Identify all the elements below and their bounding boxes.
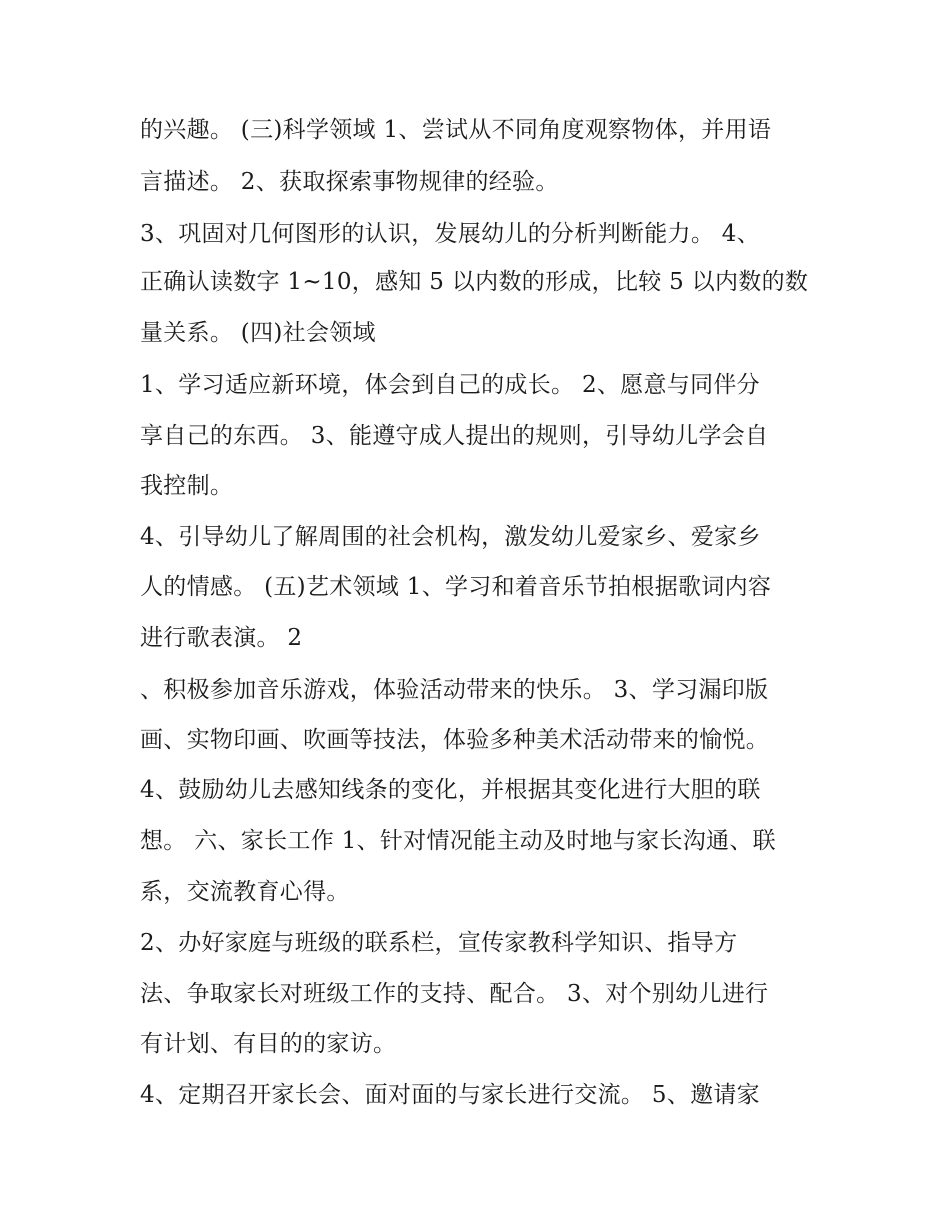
text-line: 1、学习适应新环境，体会到自己的成长。 2、愿意与同伴分 xyxy=(140,372,760,398)
text-line: 的兴趣。 (三)科学领域 1、尝试从不同角度观察物体，并用语 xyxy=(140,117,772,143)
text-line: 2、办好家庭与班级的联系栏，宣传家教科学知识、指导方 xyxy=(140,930,738,956)
text-line: 系，交流教育心得。 xyxy=(140,879,350,905)
text-line: 3、巩固对几何图形的认识，发展幼儿的分析判断能力。 4、 xyxy=(140,221,760,247)
text-line: 量关系。 (四)社会领域 xyxy=(140,320,376,346)
text-line: 我控制。 xyxy=(140,473,234,499)
text-line: 想。 六、家长工作 1、针对情况能主动及时地与家长沟通、联 xyxy=(140,828,776,854)
text-line: 4、鼓励幼儿去感知线条的变化，并根据其变化进行大胆的联 xyxy=(140,777,761,803)
text-line: 4、引导幼儿了解周围的社会机构，激发幼儿爱家乡、爱家乡 xyxy=(140,524,761,550)
text-line: 人的情感。 (五)艺术领域 1、学习和着音乐节拍根据歌词内容 xyxy=(140,574,772,600)
text-line: 享自己的东西。 3、能遵守成人提出的规则，引导幼儿学会自 xyxy=(140,423,769,449)
text-line: 、积极参加音乐游戏，体验活动带来的快乐。 3、学习漏印版 xyxy=(140,677,769,703)
text-line: 进行歌表演。 2 xyxy=(140,625,303,651)
text-line: 4、定期召开家长会、面对面的与家长进行交流。 5、邀请家 xyxy=(140,1082,760,1108)
text-line: 言描述。 2、获取探索事物规律的经验。 xyxy=(140,169,559,195)
text-line: 画、实物印画、吹画等技法，体验多种美术活动带来的愉悦。 xyxy=(140,727,770,753)
text-line: 法、争取家长对班级工作的支持、配合。 3、对个别幼儿进行 xyxy=(140,981,769,1007)
text-line: 有计划、有目的的家访。 xyxy=(140,1031,397,1057)
text-line: 正确认读数字 1~10，感知 5 以内数的形成，比较 5 以内数的数 xyxy=(140,269,809,295)
